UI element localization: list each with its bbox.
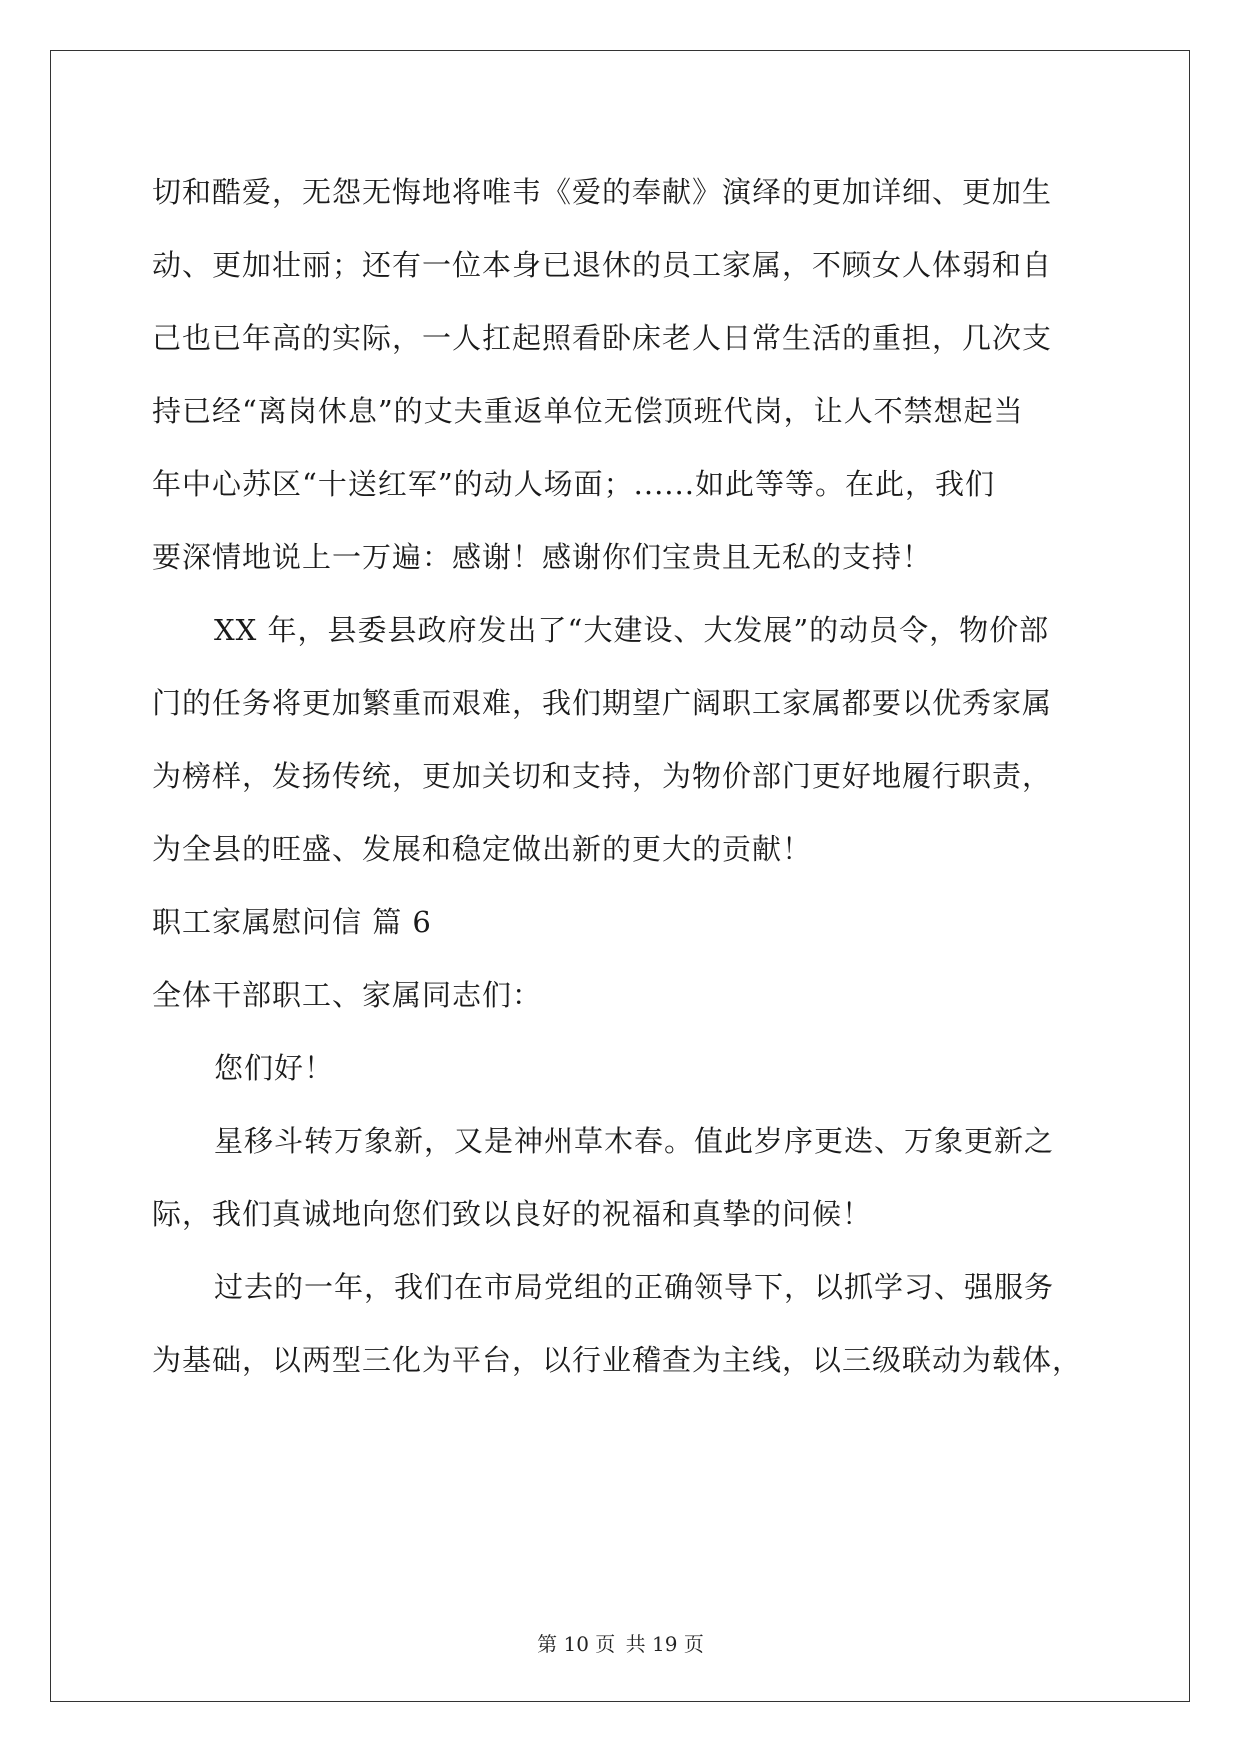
paragraph-line-6: 要深情地说上一万遍：感谢！感谢你们宝贵且无私的支持！ bbox=[152, 540, 933, 574]
paragraph-line-4: 持已经“离岗休息”的丈夫重返单位无偿顶班代岗，让人不禁想起当 bbox=[152, 394, 1024, 428]
page-total-label: 共 19 页 bbox=[625, 1632, 704, 1656]
page-footer bbox=[0, 1632, 1241, 1656]
paragraph-line-8: 门的任务将更加繁重而艰难，我们期望广阔职工家属都要以优秀家属 bbox=[152, 686, 1053, 720]
page-number-label: 第 10 页 bbox=[537, 1632, 616, 1656]
greeting-line: 您们好！ bbox=[214, 1051, 335, 1085]
salutation-line: 全体干部职工、家属同志们： bbox=[152, 978, 543, 1012]
paragraph-line-10: 为全县的旺盛、发展和稳定做出新的更大的贡献！ bbox=[152, 832, 813, 866]
paragraph-line-15: 际，我们真诚地向您们致以良好的祝福和真挚的问候！ bbox=[152, 1197, 873, 1231]
paragraph-line-5: 年中心苏区“十送红军”的动人场面；......如此等等。在此，我们 bbox=[152, 467, 995, 501]
paragraph-line-7: XX 年，县委县政府发出了“大建设、大发展”的动员令，物价部 bbox=[214, 613, 1050, 647]
section-heading: 职工家属慰问信 篇 6 bbox=[152, 905, 432, 939]
page-border bbox=[50, 50, 1190, 1702]
paragraph-line-17: 为基础，以两型三化为平台，以行业稽查为主线，以三级联动为载体， bbox=[152, 1343, 1083, 1377]
paragraph-line-9: 为榜样，发扬传统，更加关切和支持，为物价部门更好地履行职责， bbox=[152, 759, 1053, 793]
paragraph-line-2: 动、更加壮丽；还有一位本身已退休的员工家属，不顾女人体弱和自 bbox=[152, 248, 1053, 282]
paragraph-line-1: 切和酷爱，无怨无悔地将唯韦《爱的奉献》演绎的更加详细、更加生 bbox=[152, 175, 1053, 209]
paragraph-line-3: 己也已年高的实际，一人扛起照看卧床老人日常生活的重担，几次支 bbox=[152, 321, 1053, 355]
paragraph-line-14: 星移斗转万象新，又是神州草木春。值此岁序更迭、万象更新之 bbox=[214, 1124, 1055, 1158]
paragraph-line-16: 过去的一年，我们在市局党组的正确领导下，以抓学习、强服务 bbox=[214, 1270, 1055, 1304]
